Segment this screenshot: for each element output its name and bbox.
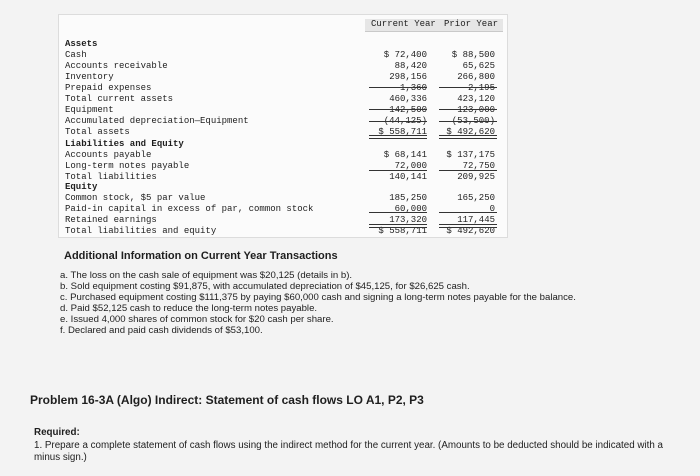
balance-row-label: Equity	[65, 182, 98, 192]
prior-year-value: $ 137,175	[446, 150, 495, 160]
prior-year-value: 165,250	[457, 193, 495, 203]
total-rule	[369, 121, 427, 122]
total-rule	[369, 87, 427, 88]
current-year-value: (44,125)	[383, 116, 427, 126]
balance-row-label: Retained earnings	[65, 215, 157, 225]
total-rule	[439, 87, 497, 88]
prior-year-value: 209,925	[457, 172, 495, 182]
prior-year-value: 2,195	[467, 83, 495, 93]
balance-sheet-table	[58, 14, 508, 238]
prior-year-value: 65,625	[462, 61, 495, 71]
balance-row-label: Assets	[65, 39, 98, 49]
prior-year-value: $ 492,620	[446, 226, 495, 236]
prior-year-value: $ 492,620	[446, 127, 495, 137]
total-rule	[439, 170, 497, 171]
prior-year-value: 423,120	[457, 94, 495, 104]
prior-year-value: 117,445	[457, 215, 495, 225]
current-year-header: Current Year	[371, 19, 436, 29]
balance-row-label: Total assets	[65, 127, 130, 137]
balance-row-label: Total liabilities	[65, 172, 157, 182]
total-rule	[369, 135, 427, 139]
total-rule	[439, 212, 497, 213]
balance-row-label: Total liabilities and equity	[65, 226, 217, 236]
balance-row-label: Accumulated depreciation—Equipment	[65, 116, 249, 126]
balance-row-label: Common stock, $5 par value	[65, 193, 206, 203]
total-rule	[369, 109, 427, 110]
balance-row-label: Equipment	[65, 105, 114, 115]
current-year-value: 140,141	[389, 172, 427, 182]
current-year-value: 460,336	[389, 94, 427, 104]
total-rule	[439, 121, 497, 122]
prior-year-value: 266,800	[457, 72, 495, 82]
total-rule	[439, 135, 497, 139]
total-rule	[369, 170, 427, 171]
current-year-value: $ 558,711	[378, 127, 427, 137]
total-rule	[439, 109, 497, 110]
additional-info-item: b. Sold equipment costing $91,875, with accumulated depreciation of $45,125, for $26,625 cash.	[60, 281, 470, 292]
prior-year-value: (53,500)	[451, 116, 495, 126]
balance-row-label: Inventory	[65, 72, 114, 82]
current-year-value: 185,250	[389, 193, 427, 203]
current-year-value: 72,000	[394, 161, 427, 171]
required-text: 1. Prepare a complete statement of cash flows using the indirect method for the current year. (Amounts to be deducted should be indicated with a minus sign.)	[34, 440, 663, 463]
balance-row-label: Cash	[65, 50, 87, 60]
additional-info-item: c. Purchased equipment costing $111,375 by paying $60,000 cash and signing a long-term notes payable for the balance.	[60, 292, 576, 303]
additional-info-item: e. Issued 4,000 shares of common stock for $20 cash per share.	[60, 314, 334, 325]
problem-title: Problem 16-3A (Algo) Indirect: Statement of cash flows LO A1, P2, P3	[30, 393, 424, 407]
additional-info-item: a. The loss on the cash sale of equipment was $20,125 (details in b).	[60, 270, 353, 281]
prior-year-value: 72,750	[462, 161, 495, 171]
total-rule	[439, 224, 497, 228]
current-year-value: 60,000	[394, 204, 427, 214]
required-label: Required:	[34, 427, 80, 438]
balance-row-label: Liabilities and Equity	[65, 139, 184, 149]
prior-year-value: 123,000	[457, 105, 495, 115]
current-year-value: $ 72,400	[383, 50, 427, 60]
additional-info-item: d. Paid $52,125 cash to reduce the long-term notes payable.	[60, 303, 318, 314]
balance-row-label: Accounts payable	[65, 150, 152, 160]
balance-row-label: Paid-in capital in excess of par, common stock	[65, 204, 314, 214]
balance-row-label: Accounts receivable	[65, 61, 168, 71]
current-year-value: 298,156	[389, 72, 427, 82]
prior-year-value: $ 88,500	[451, 50, 495, 60]
additional-info-title: Additional Information on Current Year Transactions	[64, 250, 338, 262]
current-year-value: $ 68,141	[383, 150, 427, 160]
balance-row-label: Prepaid expenses	[65, 83, 152, 93]
current-year-value: 142,500	[389, 105, 427, 115]
prior-year-value: 0	[489, 204, 495, 214]
additional-info-item: f. Declared and paid cash dividends of $53,100.	[60, 325, 263, 336]
total-rule	[369, 212, 427, 213]
balance-row-label: Total current assets	[65, 94, 174, 104]
current-year-value: 88,420	[394, 61, 427, 71]
current-year-value: $ 558,711	[378, 226, 427, 236]
current-year-value: 1,360	[399, 83, 427, 93]
current-year-value: 173,320	[389, 215, 427, 225]
balance-row-label: Long-term notes payable	[65, 161, 190, 171]
prior-year-header: Prior Year	[444, 19, 499, 29]
total-rule	[369, 224, 427, 228]
